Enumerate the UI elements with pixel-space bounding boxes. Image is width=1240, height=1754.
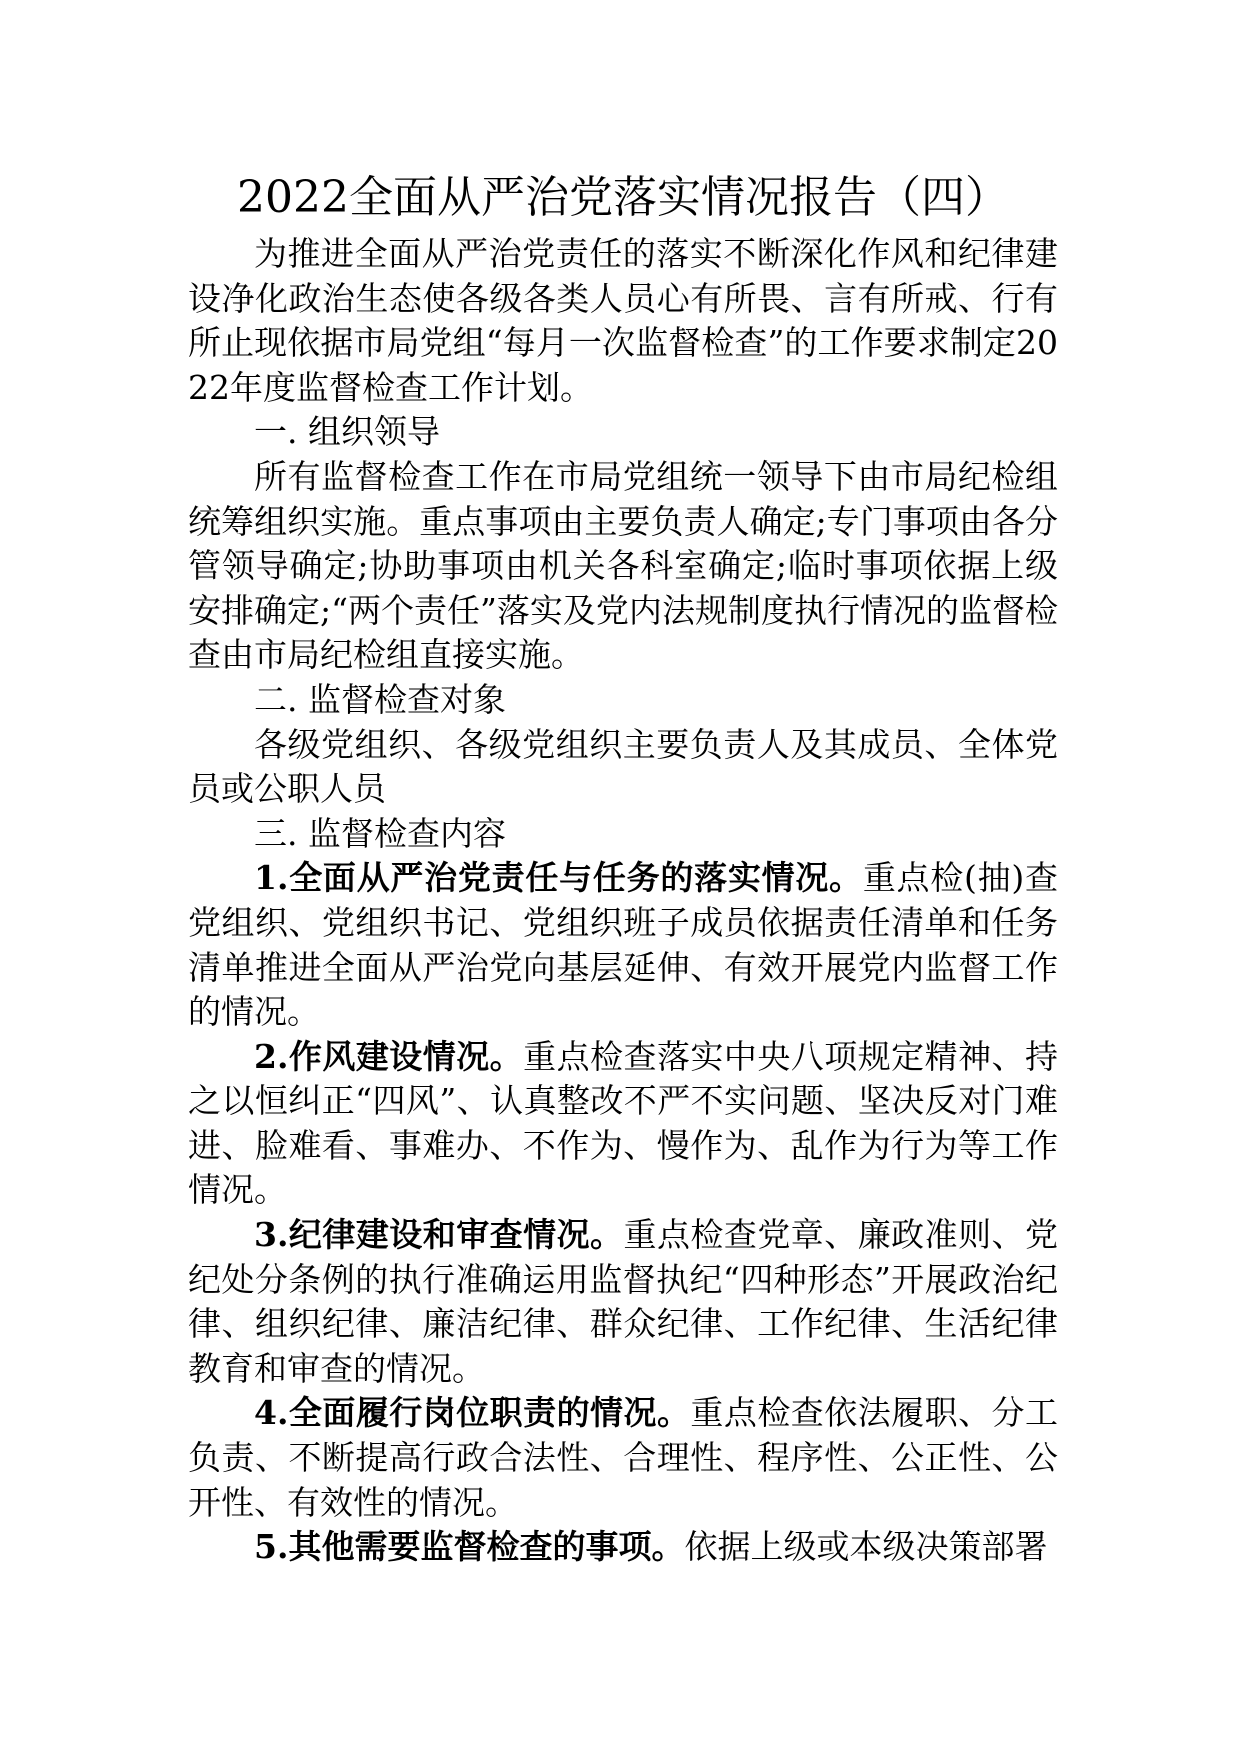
document-title: 2022全面从严治党落实情况报告（四） [237, 172, 1009, 223]
content-item-1 [188, 856, 1058, 1034]
content-item-2-title: 2.作风建设情况。 [254, 1036, 524, 1076]
content-item-1-title: 1.全面从严治党责任与任务的落实情况。 [254, 858, 863, 898]
document-page [188, 168, 1058, 1570]
section-body-organization: 所有监督检查工作在市局党组统一领导下由市局纪检组统筹组织实施。重点事项由主要负责人确定;专门事项由各分管领导确定;协助事项由机关各科室确定;临时事项依据上级安排确定;“两个责任”落实及党内法规制度执行情况的监督检查由市局纪检组直接实施。 [188, 456, 1058, 675]
content-item-5-text: 依据上级或本级决策部署 [684, 1527, 1048, 1567]
content-item-5-title: 5.其他需要监督检查的事项。 [254, 1527, 685, 1567]
section-heading-organization: 一. 组织领导 [254, 412, 440, 452]
content-item-4-text: 重点检查依法履职、分工负责、不断提高行政合法性、合理性、程序性、公正性、公开性、有效性的情况。 [188, 1393, 1059, 1522]
content-item-3 [188, 1213, 1058, 1391]
content-item-2-text: 重点检查落实中央八项规定精神、持之以恒纠正“四风”、认真整改不严不实问题、坚决反对门难进、脸难看、事难办、不作为、慢作为、乱作为行为等工作情况。 [188, 1036, 1059, 1210]
section-body-targets: 各级党组织、各级党组织主要负责人及其成员、全体党员或公职人员 [188, 724, 1058, 809]
content-item-5 [188, 1525, 1058, 1570]
content-item-2 [188, 1035, 1058, 1213]
content-item-4-title: 4.全面履行岗位职责的情况。 [254, 1393, 691, 1433]
content-item-4 [188, 1391, 1058, 1525]
intro-paragraph: 为推进全面从严治党责任的落实不断深化作风和纪律建设净化政治生态使各级各类人员心有所畏、言有所戒、行有所止现依据市局党组“每月一次监督检查”的工作要求制定2022年度监督检查工作计划。 [188, 234, 1058, 407]
content-item-3-text: 重点检查党章、廉政准则、党纪处分条例的执行准确运用监督执纪“四种形态”开展政治纪律、组织纪律、廉洁纪律、群众纪律、工作纪律、生活纪律教育和审查的情况。 [188, 1215, 1059, 1388]
section-heading-content: 三. 监督检查内容 [254, 813, 506, 853]
section-heading-targets: 二. 监督检查对象 [254, 679, 506, 719]
content-item-1-text: 重点检(抽)查党组织、党组织书记、党组织班子成员依据责任清单和任务清单推进全面从严治党向基层延伸、有效开展党内监督工作的情况。 [188, 858, 1059, 1032]
content-item-3-title: 3.纪律建设和审查情况。 [254, 1215, 624, 1255]
